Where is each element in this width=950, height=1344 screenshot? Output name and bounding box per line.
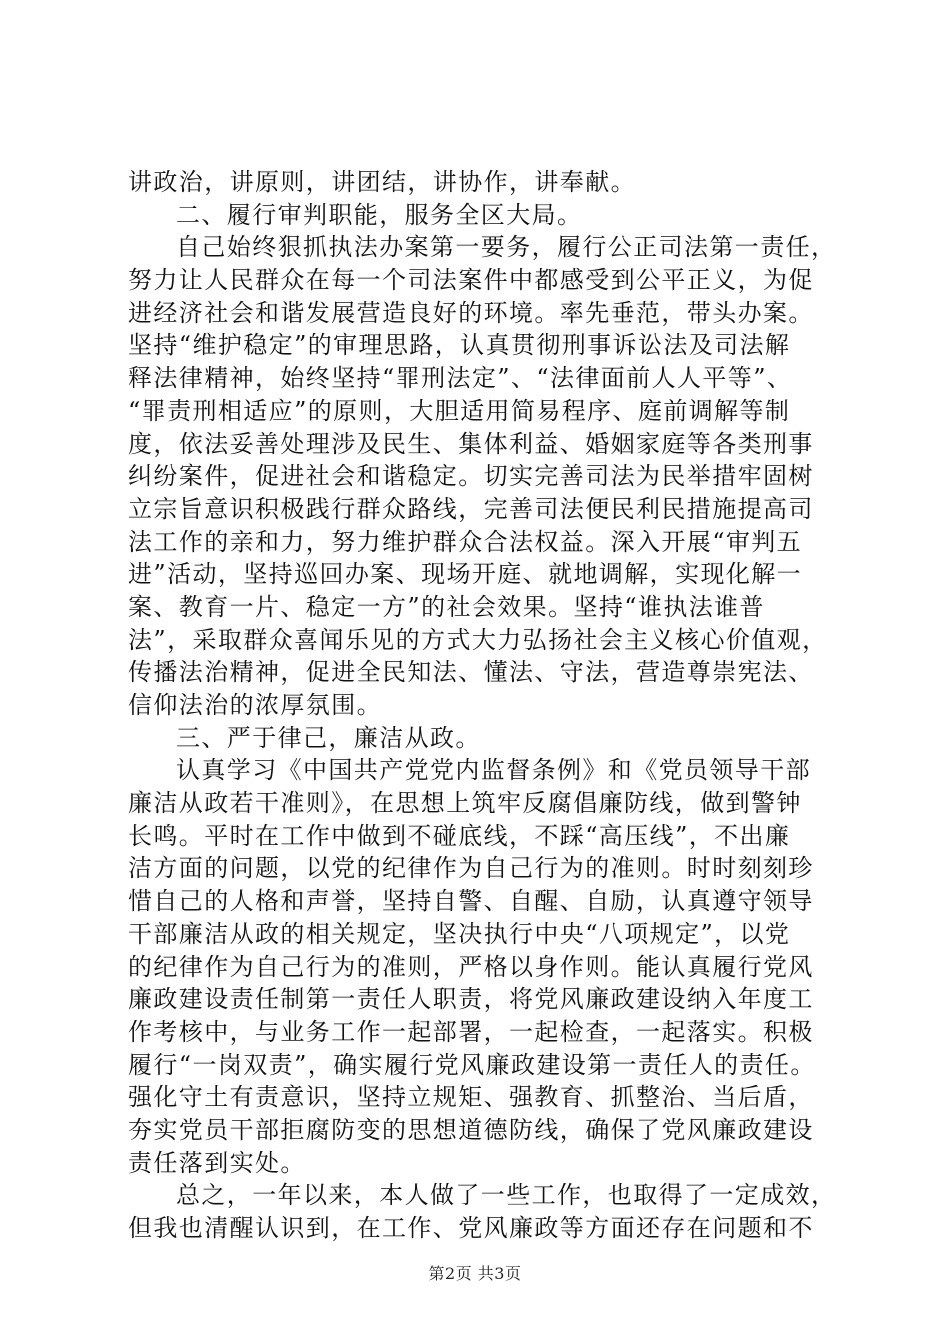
- text-line: 履行“一岗双责”，确实履行党风廉政建设第一责任人的责任。: [128, 1050, 816, 1079]
- paragraph: [128, 199, 850, 232]
- text-line: 立宗旨意识积极践行群众路线，完善司法便民利民措施提高司: [128, 494, 814, 523]
- text-line: 坚持“维护稳定”的审理思路，认真贯彻刑事诉讼法及司法解: [128, 331, 791, 360]
- paragraph: [128, 754, 850, 1179]
- text-line: 努力让人民群众在每一个司法案件中都感受到公平正义，为促: [128, 266, 814, 295]
- text-line: 强化守土有责意识，坚持立规矩、强教育、抓整治、当后盾，: [128, 1083, 814, 1112]
- text-line: 的纪律作为自己行为的准则，严格以身作则。能认真履行党风: [128, 952, 814, 981]
- paragraph: [128, 1179, 850, 1244]
- text-line: 夯实党员干部拒腐防变的思想道德防线，确保了党风廉政建设: [128, 1115, 814, 1144]
- text-line: 作考核中，与业务工作一起部署，一起检查，一起落实。积极: [128, 1017, 814, 1046]
- page-number-label: 第2页 共3页: [428, 1264, 522, 1283]
- text-line: 廉洁从政若干准则》，在思想上筑牢反腐倡廉防线，做到警钟: [128, 789, 802, 818]
- text-line: 自己始终狠抓执法办案第一要务，履行公正司法第一责任，: [176, 233, 837, 262]
- text-line: 进经济社会和谐发展营造良好的环境。率先垂范，带头办案。: [128, 298, 814, 327]
- text-line: 责任落到实处。: [128, 1148, 306, 1177]
- text-line: 法工作的亲和力，努力维护群众合法权益。深入开展“审判五: [128, 527, 803, 556]
- text-line: 讲政治，讲原则，讲团结，讲协作，讲奉献。: [128, 168, 636, 196]
- text-line: 进”活动，坚持巡回办案、现场开庭、就地调解，实现化解一: [128, 560, 803, 589]
- text-line: 但我也清醒认识到，在工作、党风廉政等方面还存在问题和不: [128, 1214, 814, 1242]
- text-line: “罪责刑相适应”的原则，大胆适用简易程序、庭前调解等制: [128, 396, 791, 425]
- text-line: 信仰法治的浓厚氛围。: [128, 691, 382, 719]
- text-line: 三、严于律己，廉洁从政。: [176, 723, 481, 752]
- text-line: 长鸣。平时在工作中做到不碰底线，不踩“高压线”，不出廉: [128, 821, 791, 850]
- paragraph: [128, 231, 850, 721]
- page-footer: [0, 1261, 950, 1284]
- text-line: 干部廉洁从政的相关规定，坚决执行中央“八项规定”，以党: [128, 919, 791, 948]
- document-body: [128, 166, 850, 1245]
- text-line: 认真学习《中国共产党党内监督条例》和《党员领导干部: [176, 756, 811, 785]
- text-line: 度，依法妥善处理涉及民生、集体利益、婚姻家庭等各类刑事: [128, 429, 814, 458]
- text-line: 法”，采取群众喜闻乐见的方式大力弘扬社会主义核心价值观，: [128, 625, 828, 654]
- paragraph: [128, 166, 850, 199]
- text-line: 释法律精神，始终坚持“罪刑法定”、“法律面前人人平等”、: [128, 364, 793, 393]
- text-line: 纠纷案件，促进社会和谐稳定。切实完善司法为民举措牢固树: [128, 462, 814, 491]
- text-line: 廉政建设责任制第一责任人职责，将党风廉政建设纳入年度工: [128, 985, 814, 1014]
- text-line: 案、教育一片、稳定一方”的社会效果。坚持“谁执法谁普: [128, 592, 765, 621]
- text-line: 总之，一年以来，本人做了一些工作，也取得了一定成效，: [176, 1181, 837, 1210]
- text-line: 惜自己的人格和声誉，坚持自警、自醒、自励，认真遵守领导: [128, 887, 814, 916]
- paragraph: [128, 722, 850, 755]
- text-line: 二、履行审判职能，服务全区大局。: [176, 200, 583, 229]
- text-line: 洁方面的问题，以党的纪律作为自己行为的准则。时时刻刻珍: [128, 854, 814, 883]
- text-line: 传播法治精神，促进全民知法、懂法、守法，营造尊崇宪法、: [128, 658, 814, 687]
